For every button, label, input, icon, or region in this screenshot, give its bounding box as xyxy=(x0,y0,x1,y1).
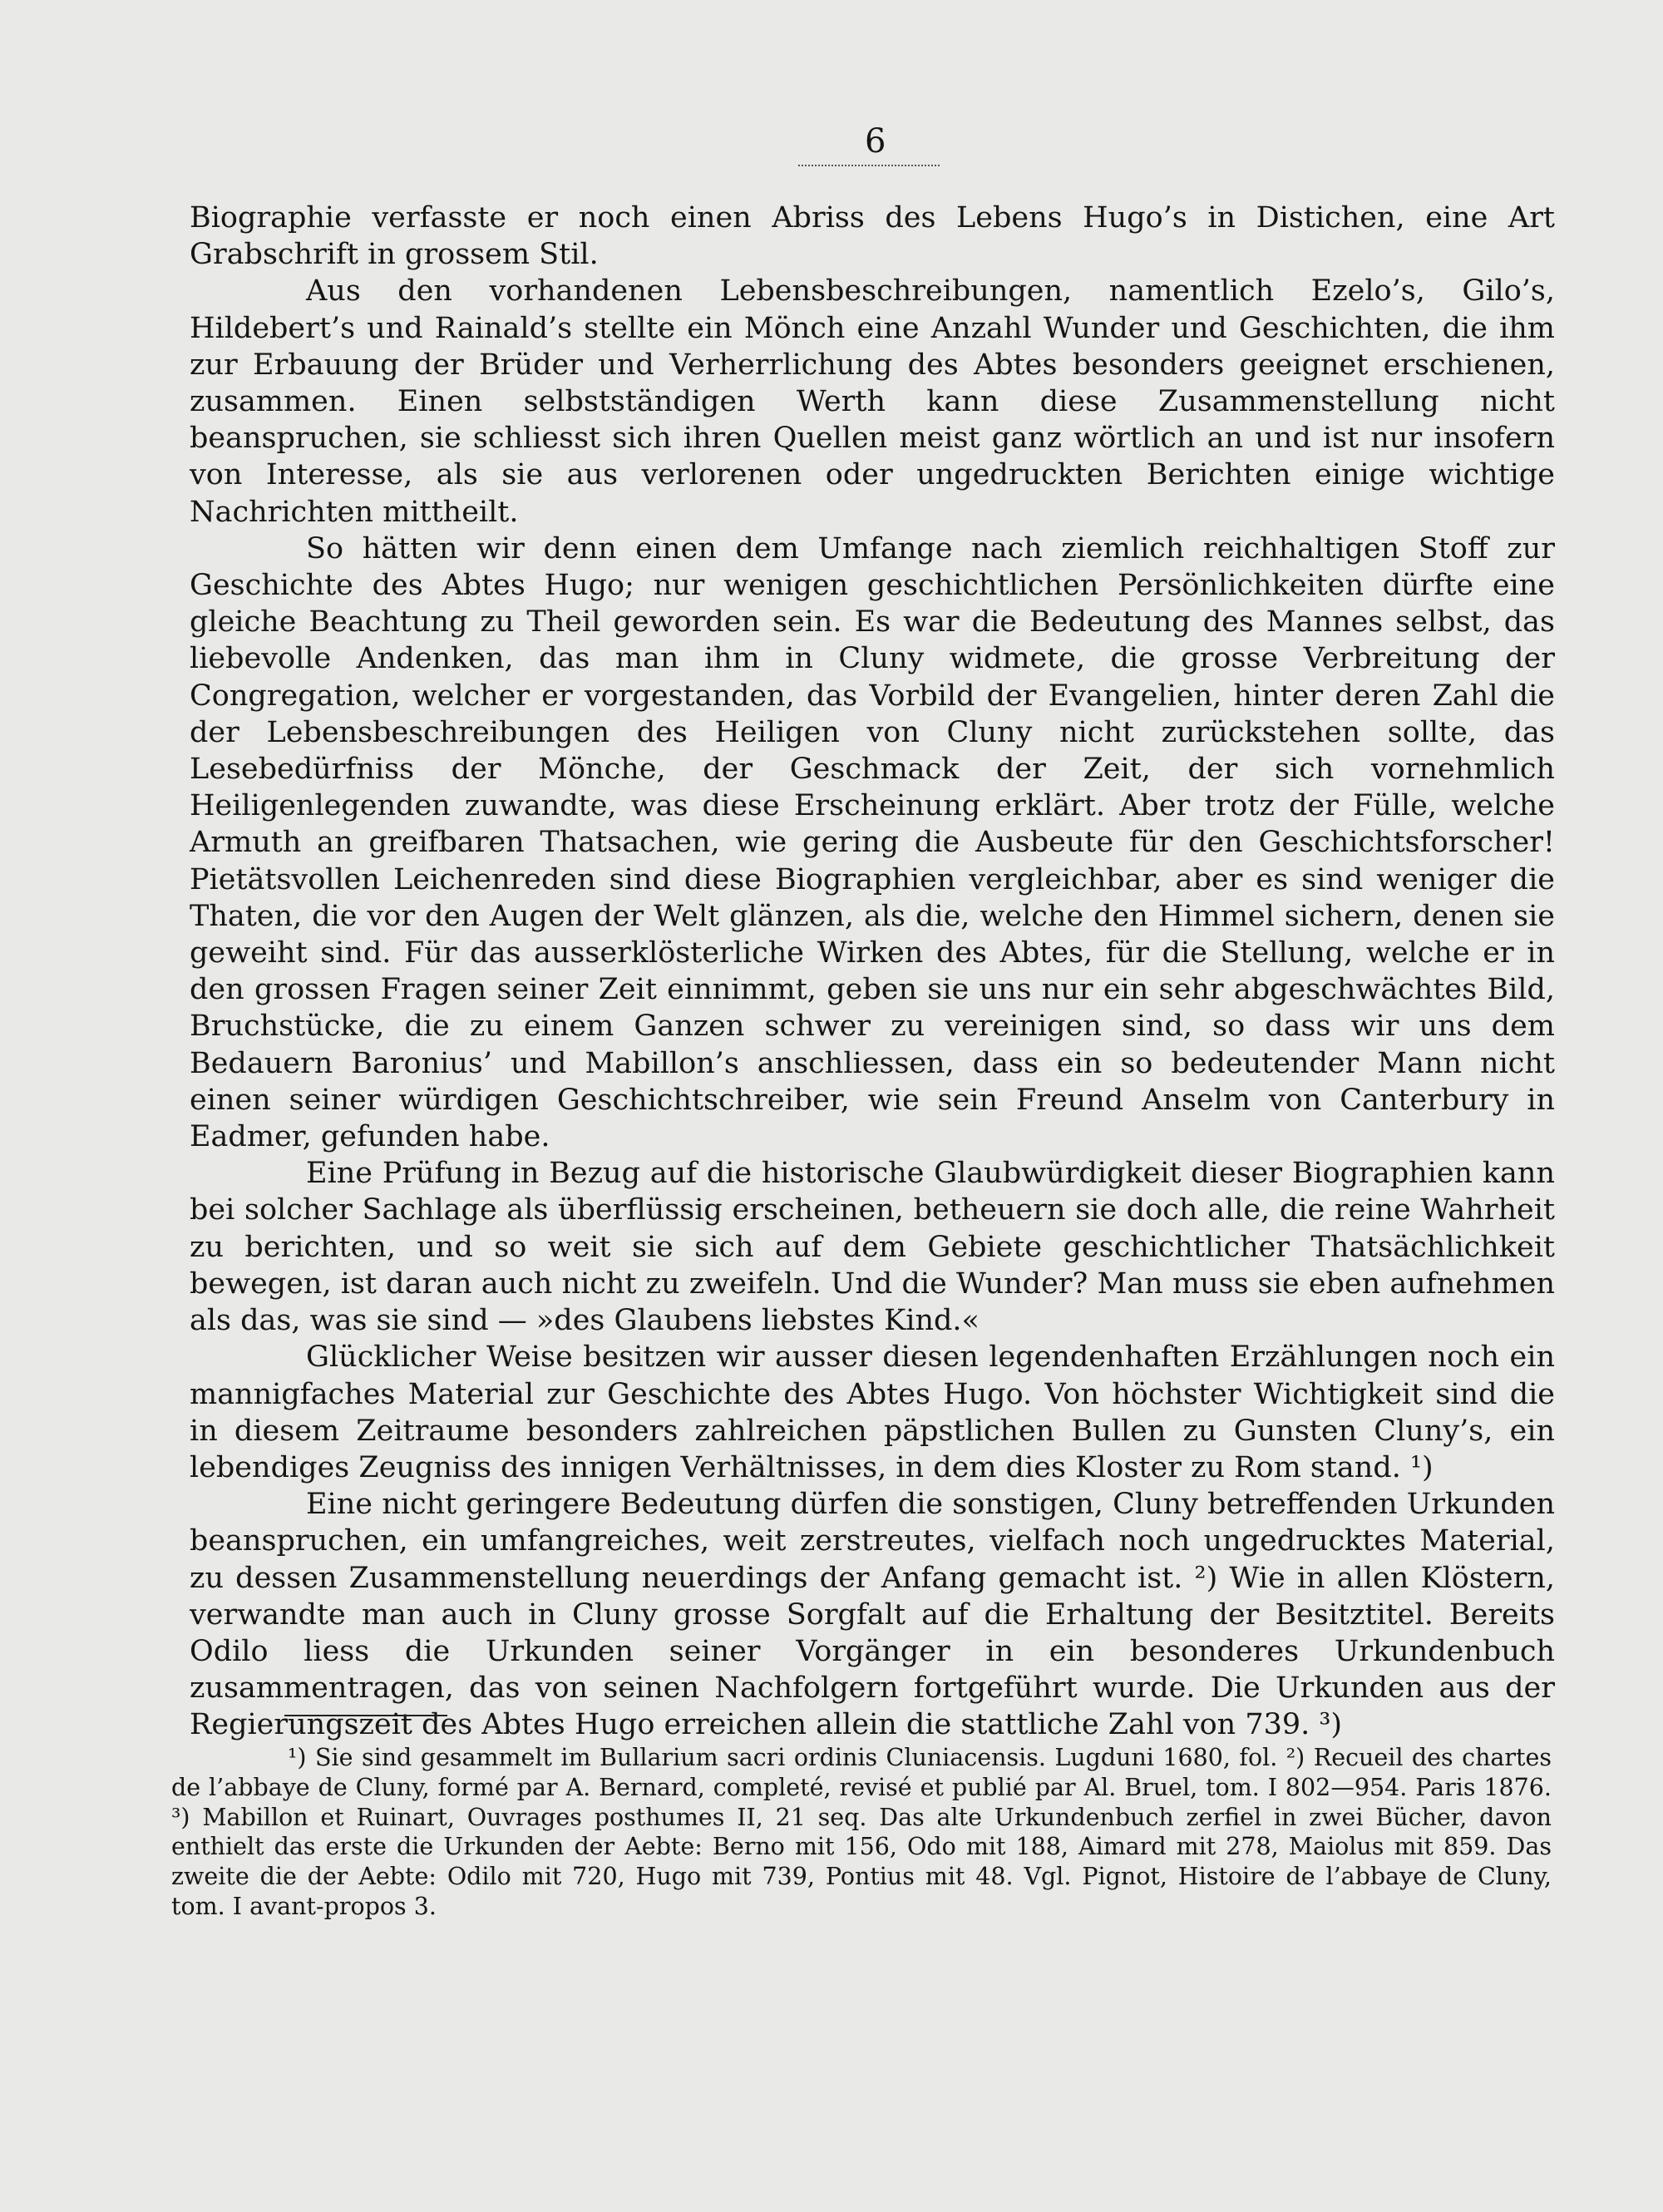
paragraph: Glücklicher Weise besitzen wir ausser diesen legendenhaften Erzählungen noch ein mannigfaches Material zur Geschichte des Abtes Hugo. Von höchster Wichtigkeit sind die in diesem Zeitraume besonders zahlreichen päpstlichen Bullen zu Gunsten Cluny’s, ein lebendiges Zeugniss des innigen Verhältnisses, in dem dies Kloster zu Rom stand. ¹) xyxy=(190,1341,1555,1484)
paragraph: So hätten wir denn einen dem Umfange nach ziemlich reichhaltigen Stoff zur Geschichte des Abtes Hugo; nur wenigen geschichtlichen Persönlichkeiten dürfte eine gleiche Beachtung zu Theil geworden sein. Es war die Bedeutung des Mannes selbst, das liebevolle Andenken, das man ihm in Cluny widmete, die grosse Verbreitung der Congregation, welcher er vorgestanden, das Vorbild der Evangelien, hinter deren Zahl die der Lebensbeschreibungen des Heiligen von Cluny nicht zurückstehen sollte, das Lesebedürfniss der Mönche, der Geschmack der Zeit, der sich vornehmlich Heiligenlegenden zuwandte, was diese Erscheinung erklärt. Aber trotz der Fülle, welche Armuth an greifbaren Thatsachen, wie gering die Ausbeute für den Geschichtsforscher! Pietätsvollen Leichenreden sind diese Biographien vergleichbar, aber es sind weniger die Thaten, die vor den Augen der Welt glänzen, als die, welche den Himmel sichern, denen sie geweiht sind. Für das ausserklösterliche Wirken des Abtes, für die Stellung, welche er in den grossen Fragen seiner Zeit einnimmt, geben sie uns nur ein sehr abgeschwächtes Bild, Bruchstücke, die zu einem Ganzen schwer zu vereinigen sind, so dass wir uns dem Bedauern Baronius’ und Mabillon’s anschliessen, dass ein so bedeutender Mann nicht einen seiner würdigen Geschichtschreiber, wie sein Freund Anselm von Canterbury in Eadmer, gefunden habe. xyxy=(190,531,1555,1154)
body-text xyxy=(190,200,1555,1744)
paragraph: Aus den vorhandenen Lebensbeschreibungen, namentlich Ezelo’s, Gilo’s, Hildebert’s und Rainald’s stellte ein Mönch eine Anzahl Wunder und Geschichten, die ihm zur Erbauung der Brüder und Verherrlichung des Abtes besonders geeignet erschienen, zusammen. Einen selbstständigen Werth kann diese Zusammenstellung nicht beanspruchen, sie schliesst sich ihren Quellen meist ganz wörtlich an und ist nur insofern von Interesse, als sie aus verlorenen oder ungedruckten Berichten einige wichtige Nachrichten mittheilt. xyxy=(190,274,1555,529)
footnotes xyxy=(171,1743,1552,1922)
footnote-text: ¹) Sie sind gesammelt im Bullarium sacri ordinis Cluniacensis. Lugduni 1680, fol. ²) Recueil des chartes de l’abbaye de Cluny, formé par A. Bernard, completé, revisé et publié par Al. Bruel, tom. I 802—954. Paris 1876. ³) Mabillon et Ruinart, Ouvrages posthumes II, 21 seq. Das alte Urkundenbuch zerfiel in zwei Bücher, davon enthielt das erste die Urkunden der Aebte: Berno mit 156, Odo mit 188, Aimard mit 278, Maiolus mit 859. Das zweite die der Aebte: Odilo mit 720, Hugo mit 739, Pontius mit 48. Vgl. Pignot, Histoire de l’abbaye de Cluny, tom. I avant-propos 3. xyxy=(171,1744,1552,1920)
paragraph: Eine Prüfung in Bezug auf die historische Glaubwürdigkeit dieser Biographien kann bei solcher Sachlage als überflüssig erscheinen, betheuern sie doch alle, die reine Wahrheit zu berichten, und so weit sie sich auf dem Gebiete geschichtlicher Thatsächlichkeit bewegen, ist daran auch nicht zu zweifeln. Und die Wunder? Man muss sie eben aufnehmen als das, was sie sind — »des Glaubens liebstes Kind.« xyxy=(190,1157,1555,1338)
footnote-divider xyxy=(284,1715,447,1716)
paragraph: Eine nicht geringere Bedeutung dürfen die sonstigen, Cluny betreffenden Urkunden beanspruchen, ein umfangreiches, weit zerstreutes, vielfach noch ungedrucktes Material, zu dessen Zusammenstellung neuerdings der Anfang gemacht ist. ²) Wie in allen Klöstern, verwandte man auch in Cluny grosse Sorgfalt auf die Erhaltung der Besitztitel. Bereits Odilo liess die Urkunden seiner Vorgänger in ein besonderes Urkundenbuch zusammentragen, das von seinen Nachfolgern fortgeführt wurde. Die Urkunden aus der Regierungszeit des Abtes Hugo erreichen allein die stattliche Zahl von 739. ³) xyxy=(190,1488,1555,1742)
page-number: 6 xyxy=(865,122,886,160)
paragraph: Biographie verfasste er noch einen Abriss des Lebens Hugo’s in Distichen, eine Art Grabschrift in grossem Stil. xyxy=(190,201,1555,272)
page-number-ornament xyxy=(798,165,940,166)
